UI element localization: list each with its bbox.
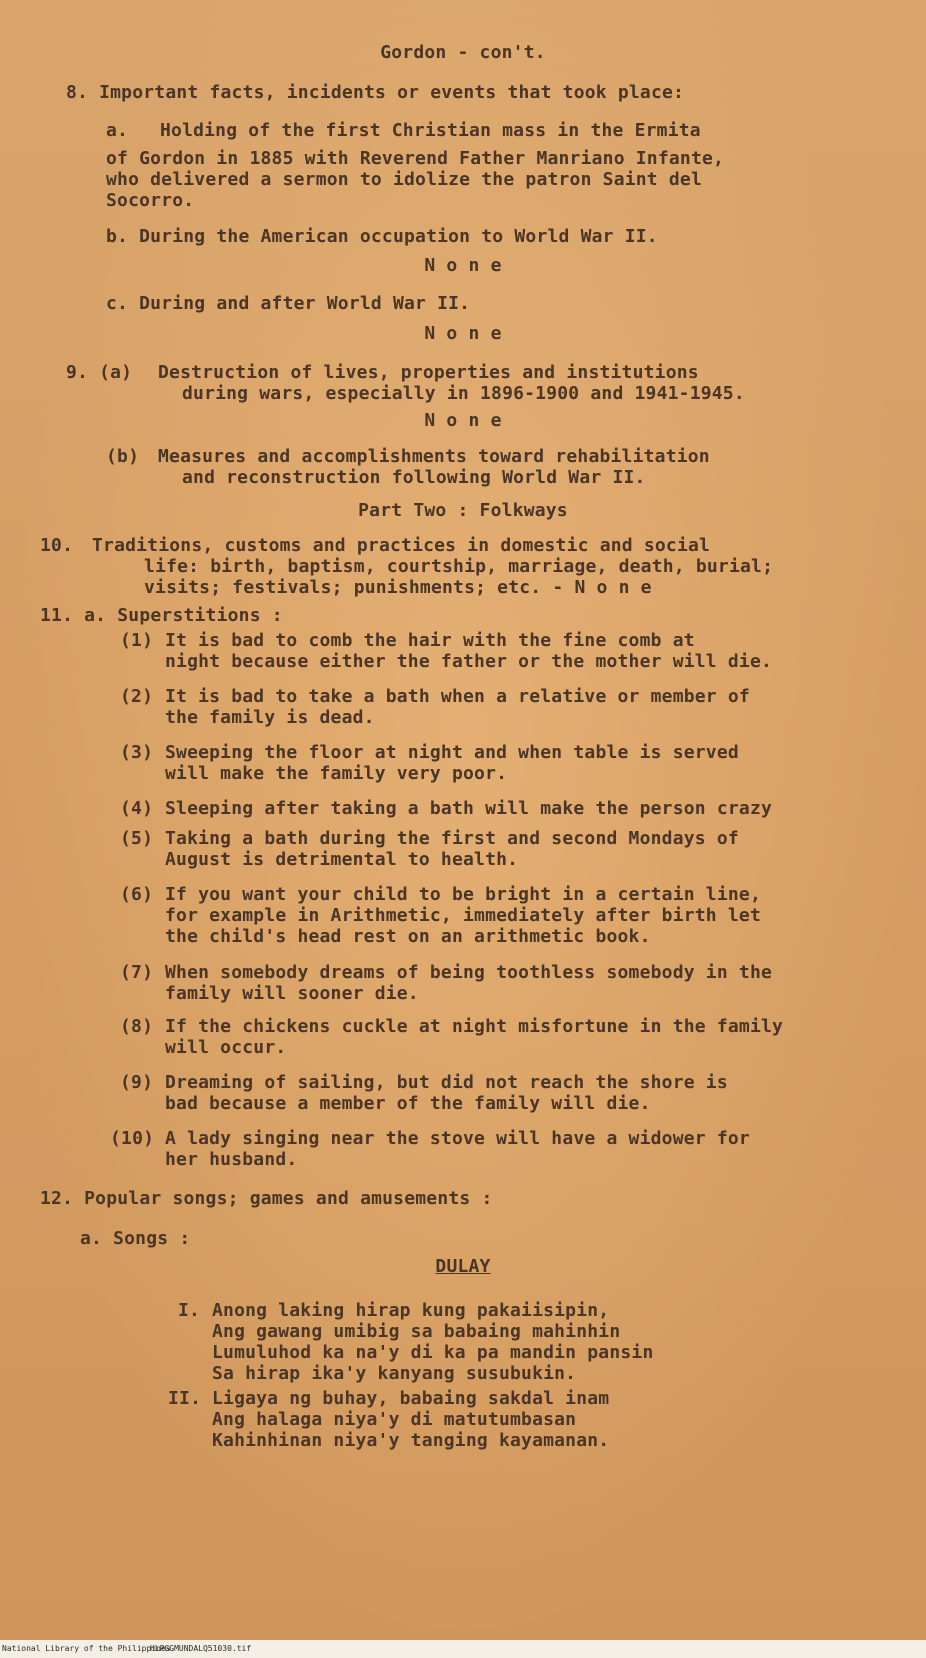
item-12-heading: 12. Popular songs; games and amusements : — [40, 1188, 493, 1209]
superstition-line: A lady singing near the stove will have a widower for — [165, 1128, 750, 1149]
superstition-line: It is bad to take a bath when a relative or member of — [165, 686, 750, 707]
superstition-line: bad because a member of the family will die. — [165, 1093, 651, 1114]
item-8a-line: who delivered a sermon to idolize the patron Saint del — [106, 169, 702, 190]
item-8c-none: N o n e — [424, 323, 502, 344]
superstition-line: Sleeping after taking a bath will make the person crazy — [165, 798, 773, 819]
item-8a-line: of Gordon in 1885 with Reverend Father Manriano Infante, — [106, 148, 725, 169]
superstition-line: will occur. — [165, 1037, 287, 1058]
item-8-heading: 8. Important facts, incidents or events that took place: — [66, 82, 685, 103]
superstition-line: If you want your child to be bright in a certain line, — [165, 884, 761, 905]
verse-line: Anong laking hirap kung pakaiisipin, — [212, 1300, 610, 1321]
verse-line: Ang halaga niya'y di matutumbasan — [212, 1409, 577, 1430]
part-two-heading: Part Two : Folkways — [358, 500, 568, 521]
superstition-line: her husband. — [165, 1149, 298, 1170]
superstition-line: August is detrimental to health. — [165, 849, 519, 870]
verse-line: Ligaya ng buhay, babaing sakdal inam — [212, 1388, 610, 1409]
item-8a-label: a. — [106, 120, 129, 141]
verse-line: Kahinhinan niya'y tanging kayamanan. — [212, 1430, 610, 1451]
superstition-line: the child's head rest on an arithmetic book. — [165, 926, 651, 947]
superstition-number: (3) — [120, 742, 154, 763]
item-9b-line: Measures and accomplishments toward rehabilitation — [158, 446, 710, 467]
item-9a-line: during wars, especially in 1896-1900 and 1941-1945. — [182, 383, 745, 404]
item-8b: b. During the American occupation to World War II. — [106, 226, 658, 247]
item-10-label: 10. — [40, 535, 74, 556]
superstition-number: (6) — [120, 884, 154, 905]
superstition-line: Taking a bath during the first and second Mondays of — [165, 828, 739, 849]
item-10-line: visits; festivals; punishments; etc. - N o n e — [144, 577, 652, 598]
superstition-line: for example in Arithmetic, immediately after birth let — [165, 905, 761, 926]
superstition-line: night because either the father or the mother will die. — [165, 651, 773, 672]
item-9a-none: N o n e — [424, 410, 502, 431]
superstition-number: (10) — [110, 1128, 155, 1149]
superstition-number: (5) — [120, 828, 154, 849]
superstition-number: (1) — [120, 630, 154, 651]
superstition-line: If the chickens cuckle at night misfortune in the family — [165, 1016, 784, 1037]
scan-footer — [0, 1640, 926, 1658]
item-9b-label: (b) — [106, 446, 140, 467]
verse-line: Lumuluhod ka na'y di ka pa mandin pansin — [212, 1342, 654, 1363]
verse-1-label: I. — [178, 1300, 201, 1321]
song-title: DULAY — [435, 1256, 491, 1277]
item-11-heading: 11. a. Superstitions : — [40, 605, 283, 626]
item-8a-line: Holding of the first Christian mass in the Ermita — [160, 120, 701, 141]
footer-file-id: HLPGGMUNDALQ51030.tif — [150, 1644, 252, 1653]
item-9b-line: and reconstruction following World War II. — [182, 467, 646, 488]
item-8c: c. During and after World War II. — [106, 293, 471, 314]
page-header: Gordon - con't. — [380, 42, 546, 63]
verse-line: Sa hirap ika'y kanyang susubukin. — [212, 1363, 577, 1384]
superstition-number: (4) — [120, 798, 154, 819]
superstition-line: the family is dead. — [165, 707, 375, 728]
superstition-line: will make the family very poor. — [165, 763, 508, 784]
footer-library: National Library of the Philippines — [2, 1644, 171, 1653]
superstition-number: (7) — [120, 962, 154, 983]
superstition-number: (2) — [120, 686, 154, 707]
superstition-line: family will sooner die. — [165, 983, 419, 1004]
superstition-number: (8) — [120, 1016, 154, 1037]
verse-line: Ang gawang umibig sa babaing mahinhin — [212, 1321, 621, 1342]
superstition-line: Dreaming of sailing, but did not reach the shore is — [165, 1072, 728, 1093]
item-9a-label: 9. (a) — [66, 362, 133, 383]
item-10-line: Traditions, customs and practices in domestic and social — [92, 535, 711, 556]
item-9a-line: Destruction of lives, properties and institutions — [158, 362, 699, 383]
item-10-line: life: birth, baptism, courtship, marriage, death, burial; — [144, 556, 774, 577]
superstition-line: Sweeping the floor at night and when table is served — [165, 742, 739, 763]
verse-2-label: II. — [168, 1388, 202, 1409]
item-8b-none: N o n e — [424, 255, 502, 276]
superstition-number: (9) — [120, 1072, 154, 1093]
superstition-line: When somebody dreams of being toothless somebody in the — [165, 962, 773, 983]
item-8a-line: Socorro. — [106, 190, 195, 211]
superstition-line: It is bad to comb the hair with the fine comb at — [165, 630, 695, 651]
songs-label: a. Songs : — [80, 1228, 191, 1249]
